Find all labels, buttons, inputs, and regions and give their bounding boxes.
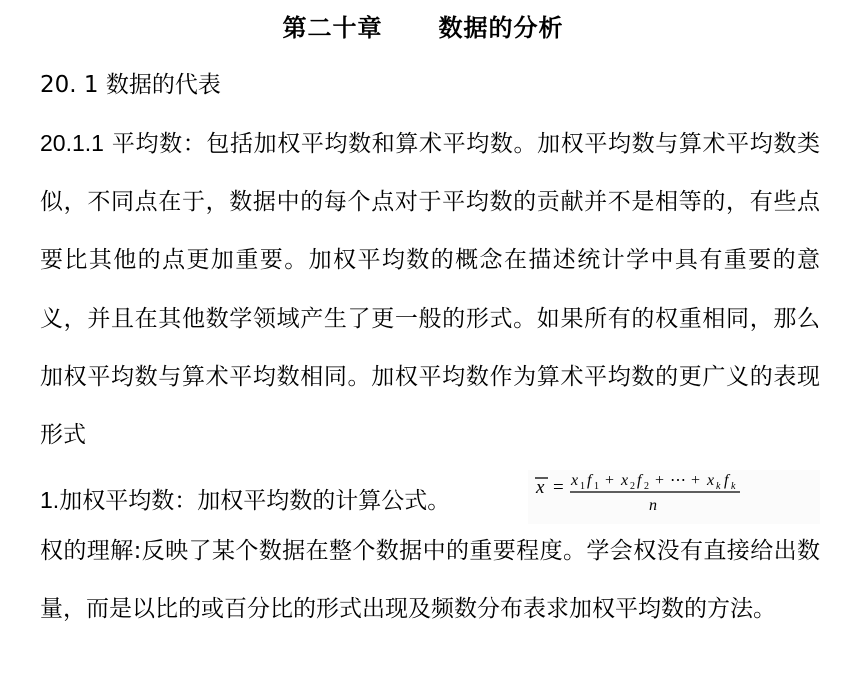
chapter-title xyxy=(0,8,846,43)
term2-x-sub: 2 xyxy=(630,481,635,492)
plus-2: + xyxy=(655,472,665,489)
ellipsis: ⋯ xyxy=(670,472,686,489)
term1-f-sub: 1 xyxy=(594,481,599,492)
formula-caption-text: 加权平均数：加权平均数的计算公式。 xyxy=(59,488,451,514)
term2-x: x xyxy=(621,472,629,489)
item-number: 1. xyxy=(40,487,60,513)
formula-graphic xyxy=(528,470,820,524)
term2-f: f xyxy=(637,472,642,489)
formula-caption xyxy=(40,482,450,515)
weighted-mean-formula xyxy=(528,470,820,524)
denominator-n: n xyxy=(649,497,657,514)
chapter-name: 数据的分析 xyxy=(438,14,564,42)
term1-x-sub: 1 xyxy=(580,481,585,492)
termk-f: f xyxy=(724,472,729,489)
termk-x: x xyxy=(707,472,715,489)
subsection-number: 20.1.1 xyxy=(40,130,104,156)
termk-f-sub: k xyxy=(731,481,736,492)
term2-f-sub: 2 xyxy=(644,481,649,492)
paragraph-weighted-mean xyxy=(40,114,820,464)
paragraph-weight-meaning: 权的理解:反映了某个数据在整个数据中的重要程度。学会权没有直接给出数量，而是以比的或百分比的形式出现及频数分布表求加权平均数的方法。 xyxy=(40,538,820,623)
lhs-x: x xyxy=(536,477,545,498)
equals-sign: = xyxy=(553,477,564,498)
term1-f: f xyxy=(587,472,592,489)
plus-1: + xyxy=(605,472,615,489)
paragraph-text: 平均数：包括加权平均数和算术平均数。加权平均数与算术平均数类似，不同点在于，数据中的每个点对于平均数的贡献并不是相等的，有些点要比其他的点更加重要。加权平均数的概念在描述统计学中具有重要的意义，并且在其他数学领域产生了更一般的形式。如果所有的权重相同，那么加权平均数与算术平均数相同。加权平均数作为算术平均数的更广义的表现形式 xyxy=(40,131,820,449)
termk-x-sub: k xyxy=(716,481,721,492)
formula-row xyxy=(40,470,820,528)
chapter-number: 第二十章 xyxy=(282,14,383,42)
plus-3: + xyxy=(691,472,701,489)
section-heading: 20. 1 数据的代表 xyxy=(40,72,221,98)
term1-x: x xyxy=(571,472,579,489)
